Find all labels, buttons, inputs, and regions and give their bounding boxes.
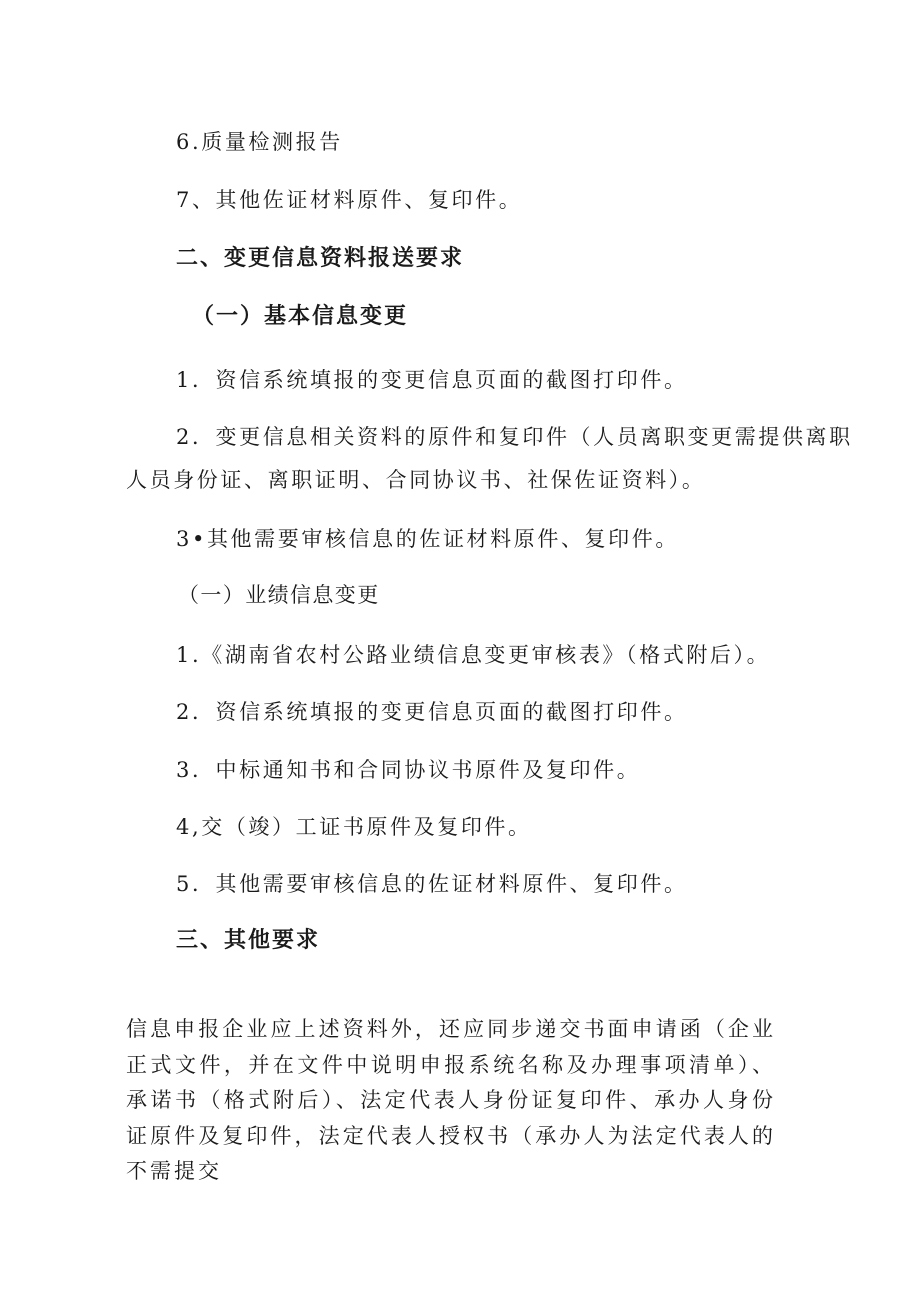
section-heading-change-info: 二、变更信息资料报送要求 [176,246,465,271]
list-item-other-evidence: 7、其他佐证材料原件、复印件。 [176,188,523,212]
list-item-perf-4: 4,交（竣）工证书原件及复印件。 [176,815,532,839]
section-heading-other-requirements: 三、其他要求 [176,928,321,953]
list-item-perf-2: 2．资信系统填报的变更信息页面的截图打印件。 [176,700,688,724]
list-item-perf-1: 1.《湖南省农村公路业绩信息变更审核表》（格式附后）。 [176,643,771,667]
list-item-basic-3: 3•其他需要审核信息的佐证材料原件、复印件。 [176,527,679,551]
subsection-heading-basic-info: （一）基本信息变更 [192,304,409,329]
list-item-basic-2-continued: 人员身份证、离职证明、合同协议书、社保佐证资料）。 [126,468,706,492]
list-item-perf-3: 3．中标通知书和合同协议书原件及复印件。 [176,758,641,782]
list-item-basic-2: 2．变更信息相关资料的原件和复印件（人员离职变更需提供离职 [176,425,853,449]
subsection-heading-performance: （一）业绩信息变更 [178,583,380,607]
list-item-basic-1: 1．资信系统填报的变更信息页面的截图打印件。 [176,368,688,392]
list-item-quality-report: 6.质量检测报告 [176,130,343,154]
list-item-perf-5: 5．其他需要审核信息的佐证材料原件、复印件。 [176,872,688,896]
body-paragraph-other-requirements: 信息申报企业应上述资料外，还应同步递交书面申请函（企业正式文件，并在文件中说明申报系统名称及办理事项清单）、承诺书（格式附后）、法定代表人身份证复印件、承办人身份证原件及复印件，法定代表人授权书（承办人为法定代表人的不需提交 [126,1017,776,1183]
